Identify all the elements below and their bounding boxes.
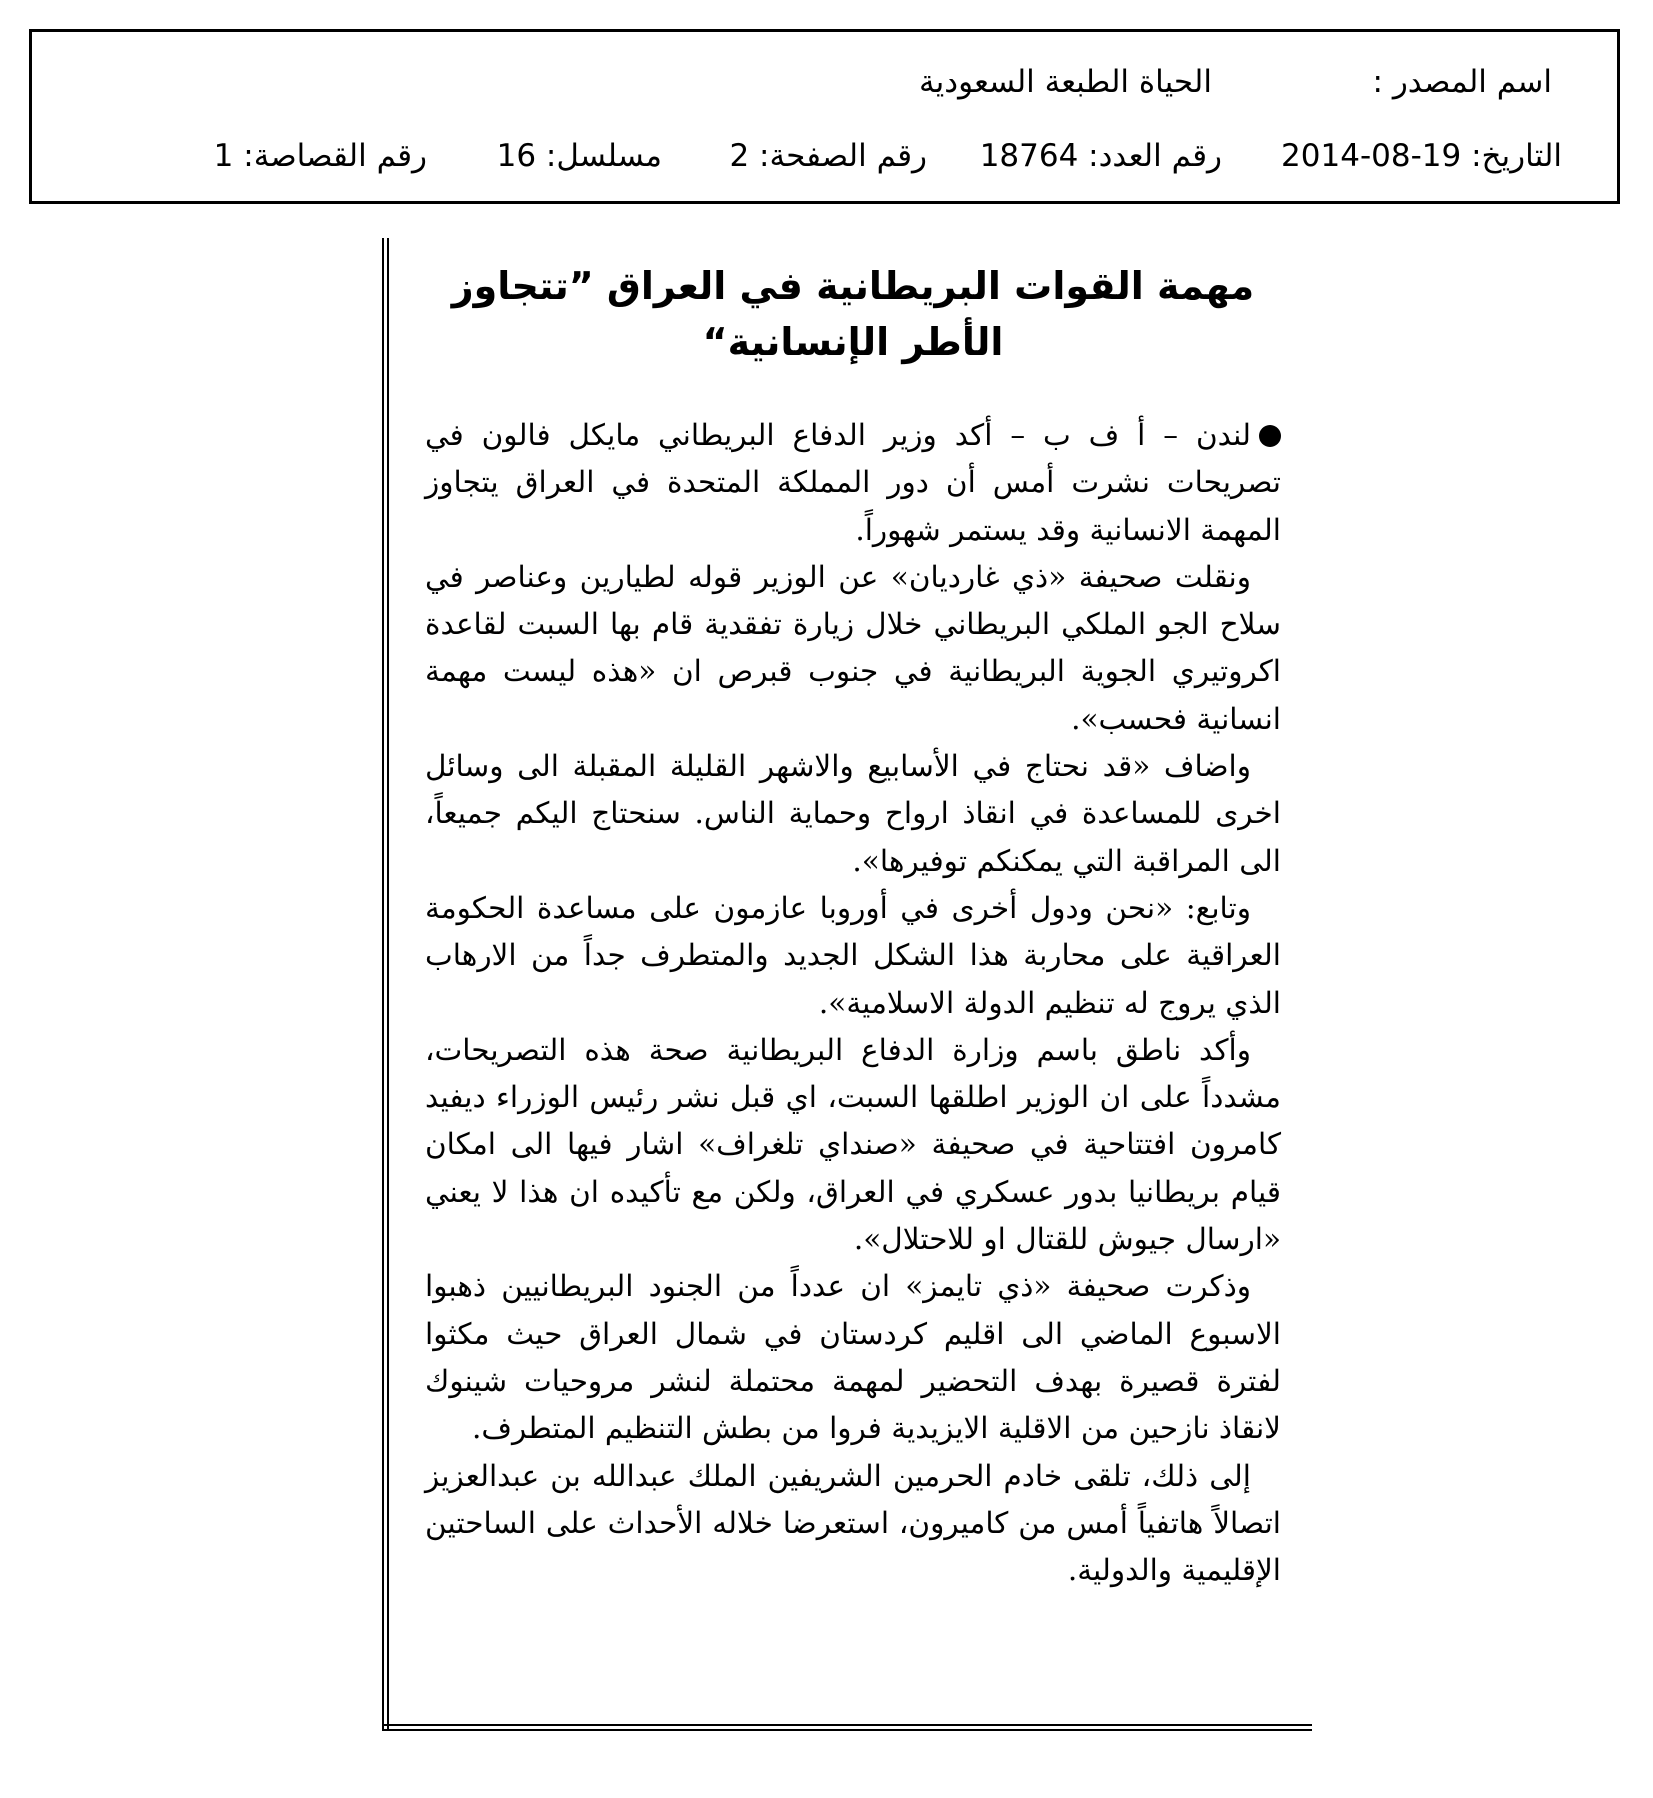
serial-field: مسلسل: 16: [496, 138, 662, 174]
article-paragraph: [425, 412, 1281, 554]
clip-number-field: رقم القصاصة: 1: [213, 138, 427, 174]
article-paragraph: وتابع: «نحن ودول أخرى في أوروبا عازمون على مساعدة الحكومة العراقية على محاربة هذا الشكل الجديد والمتطرف جداً من الارهاب الذي يروج له تنظيم الدولة الاسلامية».: [425, 890, 1281, 1020]
paragraph-text: لندن – أ ف ب – أكد وزير الدفاع البريطاني مايكل فالون في تصريحات نشرت أمس أن دور المملكة المتحدة في العراق يتجاوز المهمة الانسانية وقد يستمر شهوراً.: [425, 418, 1281, 547]
article: [425, 258, 1281, 1594]
source-label: اسم المصدر :: [1372, 64, 1552, 100]
article-paragraph: ونقلت صحيفة «ذي غارديان» عن الوزير قوله لطيارين وعناصر في سلاح الجو الملكي البريطاني خلال زيارة تفقدية قام بها السبت لقاعدة اكروتيري الجوية البريطانية في جنوب قبرص ان «هذه ليست مهمة انسانية فحسب».: [425, 559, 1281, 736]
issue-number-field: رقم العدد: 18764: [979, 138, 1222, 174]
clipping-bottom-rule: [382, 1724, 1312, 1731]
source-value: الحياة الطبعة السعودية: [919, 64, 1212, 100]
date-field: التاريخ: 19-08-2014: [1281, 138, 1562, 174]
article-paragraph: وأكد ناطق باسم وزارة الدفاع البريطانية صحة هذه التصريحات، مشدداً على ان الوزير اطلقها السبت، اي قبل نشر رئيس الوزراء ديفيد كامرون افتتاحية في صحيفة «صنداي تلغراف» اشار فيها الى امكان قيام بريطانيا بدور عسكري في العراق، ولكن مع تأكيده ان هذا لا يعني «ارسال جيوش للقتال او للاحتلال».: [425, 1032, 1281, 1257]
bullet-icon: [1259, 425, 1281, 447]
page-number-field: رقم الصفحة: 2: [729, 138, 927, 174]
article-paragraph: إلى ذلك، تلقى خادم الحرمين الشريفين الملك عبدالله بن عبدالعزيز اتصالاً هاتفياً أمس من كاميرون، استعرضا خلاله الأحداث على الساحتين الإقليمية والدولية.: [425, 1458, 1281, 1588]
newspaper-clipping: [382, 238, 1312, 1731]
source-info-box: [29, 29, 1620, 204]
article-headline: مهمة القوات البريطانية في العراق ”تتجاوز الأطر الإنسانية“: [451, 264, 1255, 364]
article-paragraph: وذكرت صحيفة «ذي تايمز» ان عدداً من الجنود البريطانيين ذهبوا الاسبوع الماضي الى اقليم كردستان في شمال العراق حيث مكثوا لفترة قصيرة بهدف التحضير لمهمة محتملة لنشر مروحيات شينوك لانقاذ نازحين من الاقلية الايزيدية فروا من بطش التنظيم المتطرف.: [425, 1269, 1281, 1446]
clipping-left-rule: [382, 238, 389, 1731]
article-paragraph: واضاف «قد نحتاج في الأسابيع والاشهر القليلة المقبلة الى وسائل اخرى للمساعدة في انقاذ ارواح وحماية الناس. سنحتاج اليكم جميعاً، الى المراقبة التي يمكنكم توفيرها».: [425, 749, 1281, 878]
